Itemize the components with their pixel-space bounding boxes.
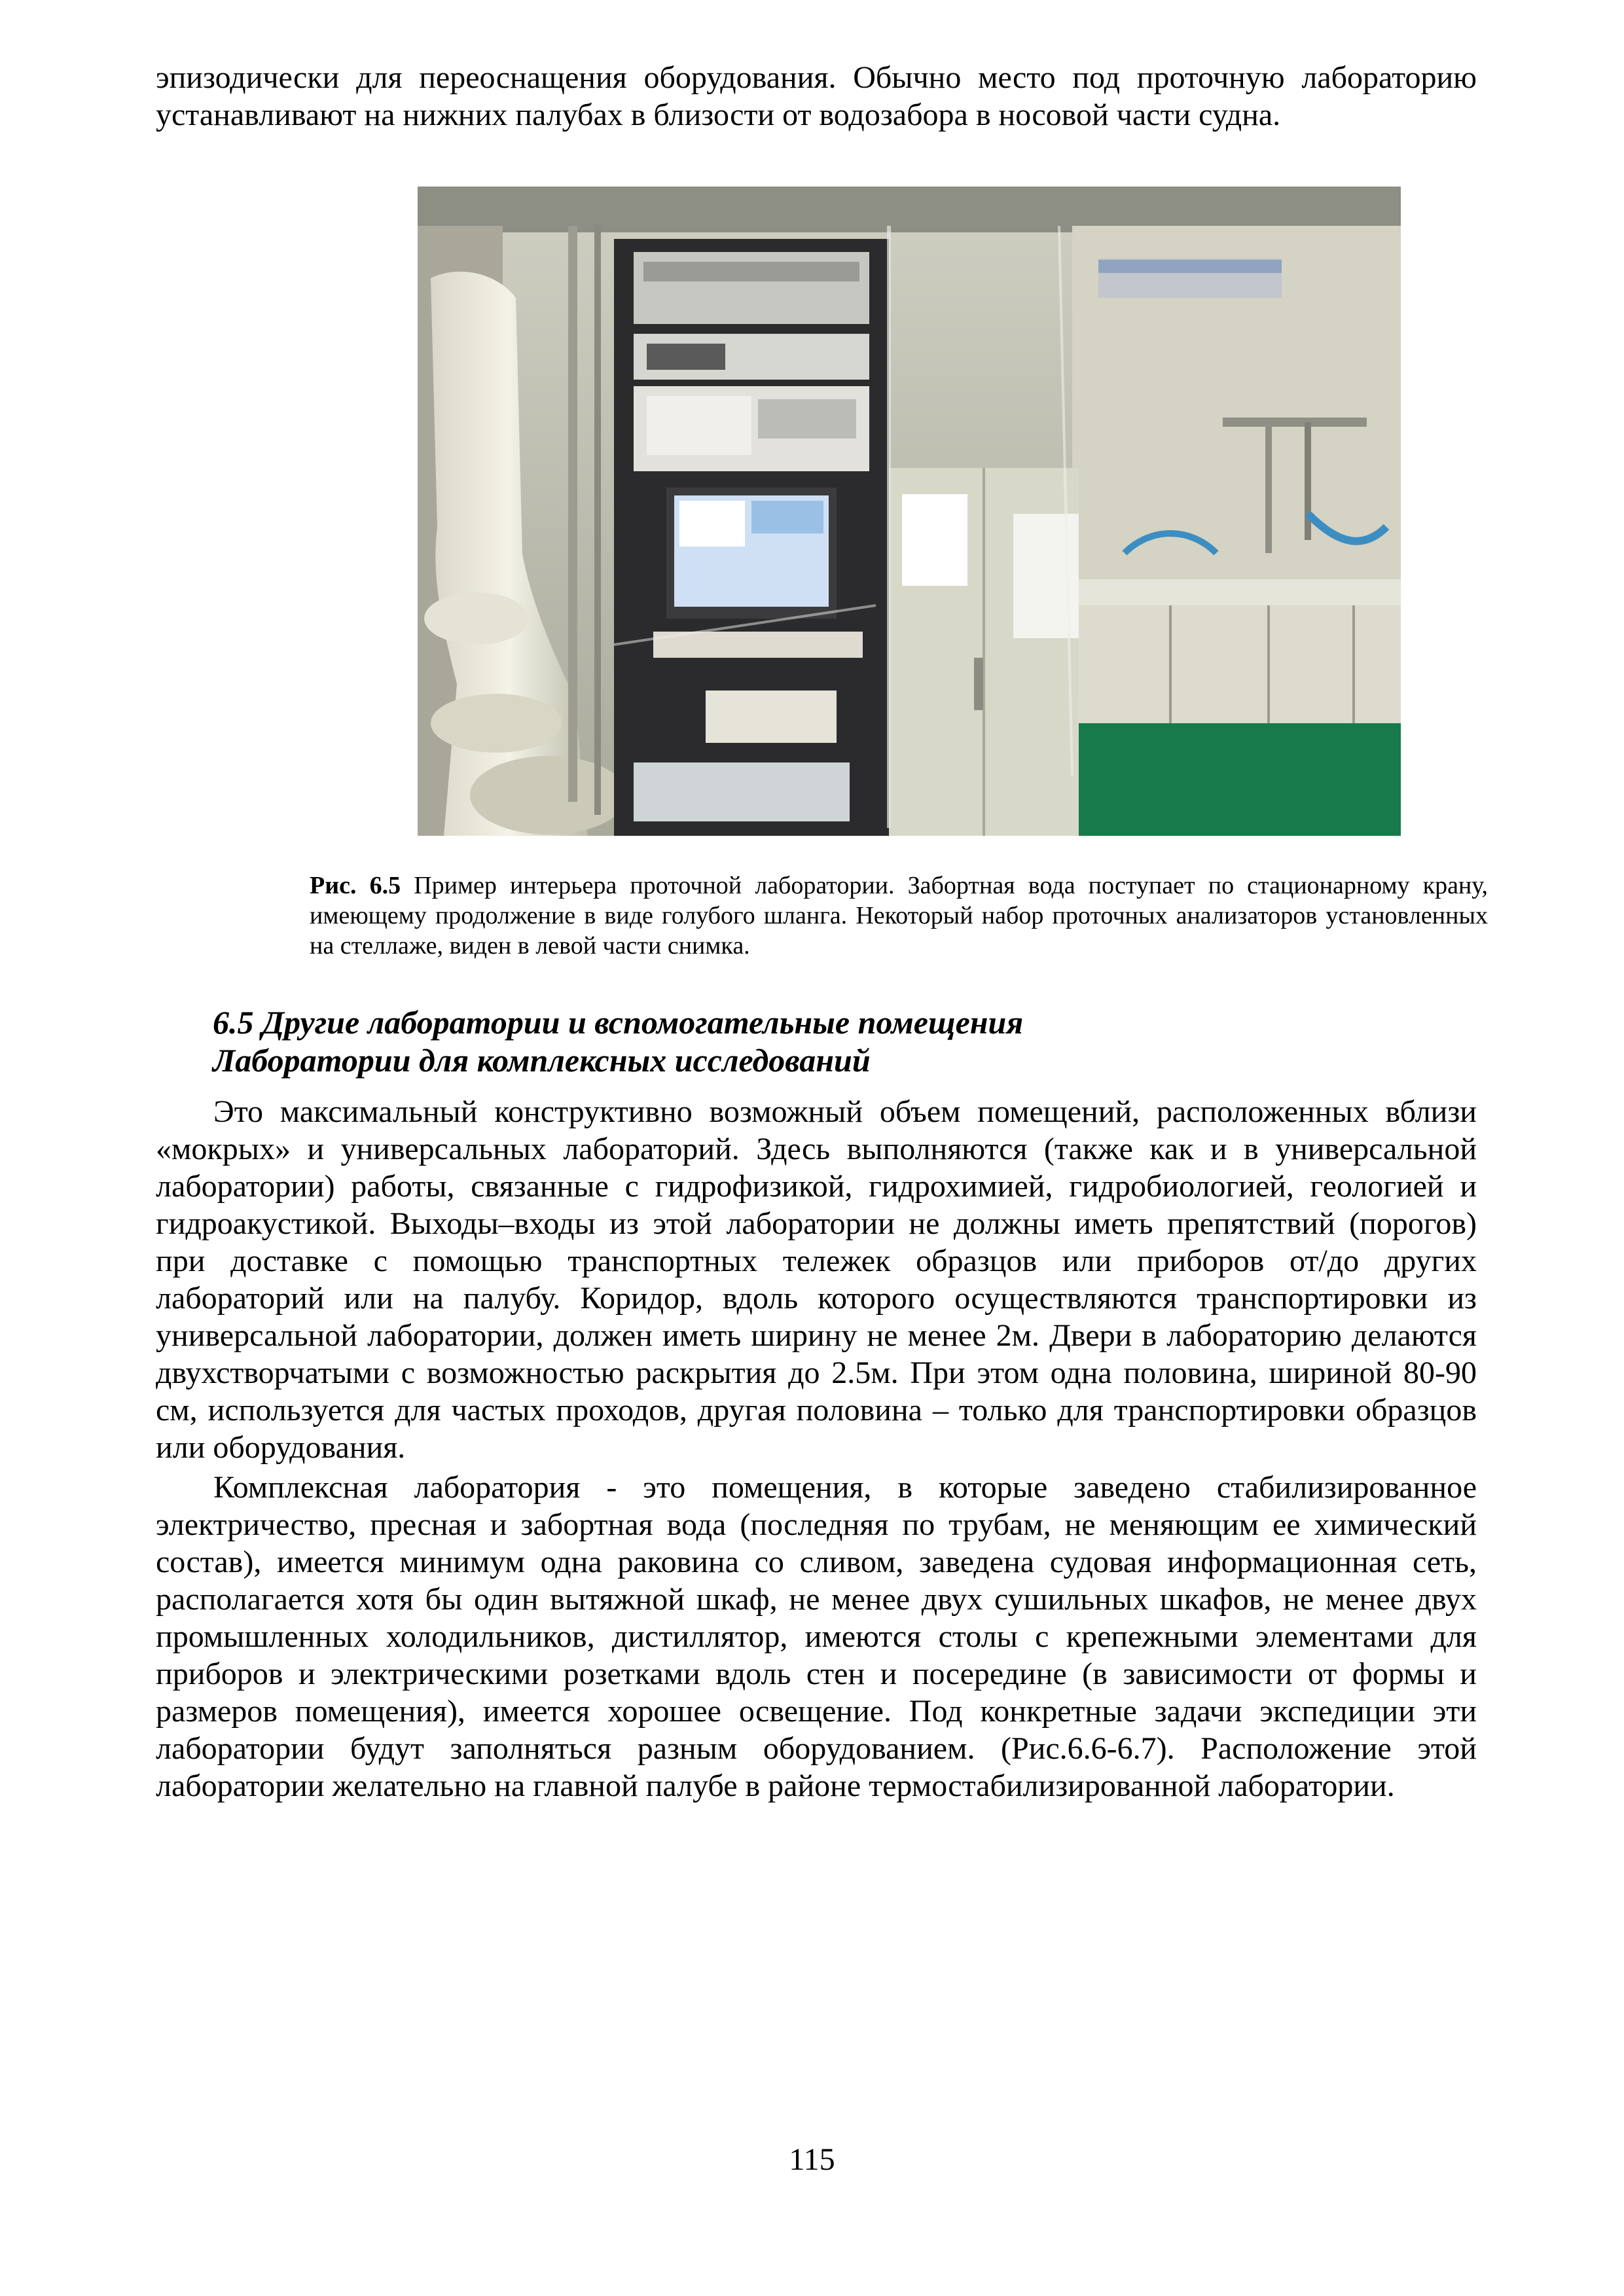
body-paragraph-1: Это максимальный конструктивно возможный объем помещений, расположенных вблизи «мокрых» и универсальных лабораторий. Здесь выполняются (также как и в универсальной лаборатории) работы, связанные с гидрофизикой, гидрохимией, гидробиологией, геологией и гидроакустикой. Выходы–входы из этой лаборатории не должны иметь препятствий (порогов) при доставке с помощью транспортных тележек образцов или приборов от/до других лабораторий или на палубу. Коридор, вдоль которого осуществляются транспортировки из универсальной лаборатории, должен иметь ширину не менее 2м. Двери в лабораторию делаются двухстворчатыми с возможностью раскрытия до 2.5м. При этом одна половина, шириной 80-90 см, используется для частых проходов, другая половина – только для транспортировки образцов или оборудования. (156, 1094, 1477, 1465)
lab-interior-photo (418, 187, 1401, 836)
section-title: 6.5 Другие лаборатории и вспомогательные помещения (213, 1004, 1024, 1041)
figure-caption (310, 870, 1488, 961)
section-subtitle: Лаборатории для комплексных исследований (213, 1042, 871, 1079)
figure-label: Рис. 6.5 (310, 872, 401, 899)
page-number: 115 (789, 2142, 835, 2177)
intro-paragraph: эпизодически для переоснащения оборудования. Обычно место под проточную лабораторию устанавливают на нижних палубах в близости от водозабора в носовой части судна. (156, 60, 1477, 132)
lab-photo-drawing (418, 187, 1401, 836)
figure-caption-text: Пример интерьера проточной лаборатории. Забортная вода поступает по стационарному крану, имеющему продолжение в виде голубого шланга. Некоторый набор проточных анализаторов установленных на стеллаже, виден в левой части снимка. (310, 872, 1488, 960)
body-paragraph-2: Комплексная лаборатория - это помещения, в которые заведено стабилизированное электричество, пресная и забортная вода (последняя по трубам, не меняющим ее химический состав), имеется минимум одна раковина со сливом, заведена судовая информационная сеть, располагается хотя бы один вытяжной шкаф, не менее двух сушильных шкафов, не менее двух промышленных холодильников, дистиллятор, имеются столы с крепежными элементами для приборов и электрическими розетками вдоль стен и посередине (в зависимости от формы и размеров помещения), имеется хорошее освещение. Под конкретные задачи экспедиции эти лаборатории будут заполняться разным оборудованием. (Рис.6.6-6.7). Расположение этой лаборатории желательно на главной палубе в районе термостабилизированной лаборатории. (156, 1470, 1477, 1803)
